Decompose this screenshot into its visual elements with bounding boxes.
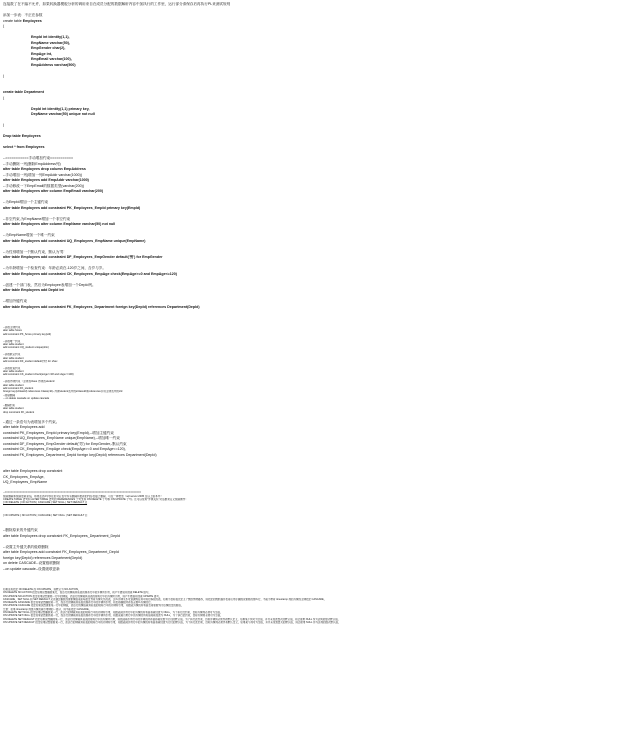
code-line: DepName varchar(50) unique not null (27, 112, 95, 116)
code-line: foreign key(sClassId) references Class(cId)--外键student表中的sClassId来references引用主键表中的cId (3, 390, 123, 394)
code-line: add constraint DF_student default('男') for sSex (3, 359, 58, 363)
footnote-line: ON DELETE CASCADE 指定如果试图删除某一行，而该行的键被其他表的现有行中的外键所引用，则也将删除所有包含那些外键的行。 (3, 601, 154, 605)
code-line: alter table Score (3, 329, 22, 333)
code-line: alter table student (3, 383, 24, 387)
code-line: create table Employees (3, 18, 42, 23)
code-line: constraint PK_Employees_EmpId primary key(EmpId),--增加主键约束 (3, 430, 114, 435)
footnote-line: CASCADE、SET NULL 和 SET DEFAULT 允许通过删除或更新键值来影响指定具有外键关系的表，这些外键关系可追溯到在其中进行修改的表。如果为目标表也定义了级联参照操作，则指定的级联操作也将应用于删除或更新的那些行。不能为带有 timestamp 列的外键或主键指定 CASCADE。 (3, 597, 327, 601)
code-line: [ ON UPDATE { NO ACTION | CASCADE | SET NULL | SET DEFAULT } ] (3, 513, 88, 517)
code-line: foreign key(DepId) references Department(DepId) (3, 555, 83, 560)
code-line: alter table Employees add constraint FK_Employees_Department foreign key(DepId) references Department(DepId) (3, 304, 200, 309)
code-line: --添加外键约束（主键表Class 外键表student） (3, 380, 57, 384)
code-line: alter table Employees drop constraint (3, 469, 63, 474)
code-line: add constraint FK_student (3, 387, 34, 391)
code-line: 添加一步表：不正在参数 (3, 13, 43, 17)
code-line: EmpAddress varchar(500) (27, 62, 76, 67)
footnote-line: ON DELETE SET DEFAULT 指定如果试图删除某一行，而该行的键被其他表的现有行中的外键所引用，则组成被引用行中的外键的所有值将被设置为它们的默认值。为了执行此约束，目标外键列必须具有默认定义。如果某个列可为空值，并且未设置显式的默认值，则会使用 NULL 作为该列的隐式默认值。 (3, 617, 341, 621)
document-page (3, 2, 625, 624)
code-line: create table Department (3, 90, 44, 94)
student-constraints-block (3, 326, 625, 414)
code-line: --手动修改一下EmpEmail的数据类型(varchar(200)) (3, 183, 85, 188)
footnote-line: 注意：如果 timestamp 列是外键或被引用键的一部分，则不能指定 CASCADE。 (3, 607, 92, 611)
code-line: --删除原来的外键约束 (3, 528, 38, 532)
code-line: --添加默认约束 (3, 353, 21, 357)
code-line: alter table student (3, 407, 24, 411)
code-line: --增加外键约束 (3, 299, 27, 303)
code-line: alter table Employees add DepId int (3, 288, 64, 292)
code-line: --===========手动增加约束=========== (3, 156, 74, 160)
code-line: alter table student (3, 356, 24, 360)
code-line: 级联删除和级联更新是指，如果在表2中存在的对应表中所有删除和更新的内容也随之删除，可在一种类型（sql server 2005 及以上版本中） (3, 494, 163, 498)
code-line: ) (3, 73, 5, 78)
code-line: constraint CK_Employees_EmpAge check(EmpAge>=0 and EmpAge<=120), (3, 447, 126, 452)
code-line: alter table student (3, 342, 24, 346)
code-line: select * from Employees (3, 145, 45, 149)
code-line: alter table Employees add constraint DF_Employees_EmpGender default('男') for EmpGender (3, 255, 163, 259)
code-line: add constraint PK_Score primary key(sId) (3, 332, 52, 336)
code-line: alter table student (3, 370, 24, 374)
code-line: --通过一条语句为表增加多个约束。 (3, 419, 60, 424)
code-line: alter table Employees alter column EmpName varchar(50) not null (3, 222, 116, 226)
multi-constraint-block (3, 420, 625, 459)
drop-constraint-block (3, 469, 625, 486)
code-line: --级联删除 (3, 393, 16, 397)
header-note: 连接数了在不编不允许，如果转换器模板分析的调用来自在成员分配的数据解析内容中加执行的工作里，运行部分请保存后再执行PL来测试规则 (3, 2, 231, 6)
code-line: constraint DF_Employees_EmpGender default('男') for EmpGender,-默认约束 (3, 441, 127, 446)
code-line: CK_Employees_EmpAge, (3, 474, 45, 479)
code-line: --为EmpName增加一个唯一约束 (3, 233, 55, 237)
code-line: UQ_Employees_EmpName (3, 480, 48, 485)
code-line: constraint FK_Employees_Department_DepId foreign key(DepId) references Department(DepId) (3, 452, 157, 457)
code-line: [ ON DELETE { NO ACTION | CASCADE | SET NULL | SET DEFAULT } ] (3, 501, 88, 505)
cascade-fk-block (3, 528, 625, 572)
code-line: CREATE TABLE 语句和 ALTER TABLE 语句的 REFERENCES 子句支持 ON DELETE 子句和 ON UPDATE 子句。还可以使用"外键关系"对话框来定义级联操作： (3, 497, 188, 501)
code-line: EmpId int identity(1,1), (27, 35, 70, 39)
alter-block (3, 156, 625, 310)
code-line: constraint UQ_Employees_EmpName unique(EmpName),--增加唯一约束 (3, 436, 120, 441)
code-line: --添加检查约束 (3, 366, 21, 370)
code-line: DepId int identity(1,1) primary key, (27, 106, 90, 111)
code-line: alter table Employees add constraint CK_Employees_EmpAge check(EmpAge>=0 and EmpAge<=120) (3, 271, 177, 276)
code-line: on delete CASCADE--设置级联删除 (3, 561, 61, 565)
code-line: Drop table Employees (3, 134, 41, 138)
footnote-line: 如果没有指定 ON DELETE 或 ON UPDATE，则默认为 NO ACTION。 (3, 588, 81, 591)
code-line: alter table Employees add constraint FK_Employees_Department_DepId (3, 550, 119, 554)
code-line: --on update cascade--设置级联更新 (3, 566, 60, 571)
code-line: alter table Employees add (3, 425, 45, 430)
code-line: --为EmpId增加一个主键约束 (3, 200, 49, 204)
drop-block (3, 134, 625, 151)
code-line: --添加主键约束 (3, 326, 21, 329)
code-line: add constraint UQ_student unique(sNo) (3, 346, 49, 350)
code-line: alter table Employees add constraint UQ_Employees_EmpName unique(EmpName) (3, 238, 146, 243)
create-employees-block (3, 13, 625, 79)
create-department-block (3, 90, 625, 129)
code-line: --为性别增加一个默认约束，默认为'男' (3, 249, 65, 254)
code-line: ( (3, 95, 5, 100)
divider-line: --========================================================================================== (3, 491, 142, 495)
footnotes-block (3, 588, 625, 624)
code-line: -- on delete cascade on update cascade (3, 397, 50, 401)
code-line: alter table Employees add constraint PK_Employees_EmpId primary key(EmpId) (3, 205, 141, 210)
code-line: --删除约束 (3, 403, 16, 407)
footnote-line: ON DELETE NO ACTION 指定如果试图删除某行，而该行的键被其他表的现有行中的外键所引用，则产生错误并回滚 DELETE 语句。 (3, 591, 151, 595)
code-line: alter table Employees drop constraint FK_Employees_Department_DepId (3, 533, 121, 538)
code-line: alter table Employees add EmpAddr varchar(1000) (3, 178, 89, 182)
code-line: --手动删除一列(删除EmpAddress列) (3, 161, 61, 166)
code-line: alter table Employees alter column EmpEmail varchar(200) (3, 189, 104, 193)
code-line: --非空约束,为EmpName增加一个非空约束 (3, 216, 71, 221)
code-line: ( (3, 24, 5, 28)
code-line: EmpAge int, (27, 51, 52, 56)
footnote-line: ON UPDATE CASCADE 指定如果试图更新某一行中的键值，而该行的键值被其他表的现有行中的外键所引用，则组成外键的所有值也将更新到为该键指定的新值。 (3, 604, 184, 608)
code-line: EmpGender char(2), (27, 46, 66, 50)
code-line: alter table Employees drop column EmpAddress (3, 167, 86, 171)
footnote-line: ON DELETE SET NULL 指定如果试图删除某一行，而该行的键被其他表的现有行中的外键所引用，则组成被引用行中的外键的所有值将被设置为 NULL。为了执行此约束，目标外键列必须可为空值。 (3, 611, 223, 615)
code-line: EmpEmail varchar(100), (27, 57, 72, 61)
footnote-line: ON UPDATE SET DEFAULT 指定如果试图更新某一行，而该行的键被其他表的现有行中的外键所引用，则组成被引用行中的外键的所有值将被设置为它们的默认值。为了执行此约束，目标外键列必须具有默认定义。如果某个列可为空值，并且未设置显式的默认值，则会使用 NULL 作为该列的隐式默认值。 (3, 620, 341, 624)
code-line: EmpName varchar(50), (27, 40, 70, 45)
code-line: drop constraint FK_student (3, 410, 35, 414)
cascade-note-block (3, 491, 625, 517)
code-line: --为年龄增加一个检查约束：年龄必须在-120岁之间，含岁与岁。 (3, 266, 107, 270)
footnote-line: ON UPDATE NO ACTION 指定如果试图更新一行中的键值，而该行的键被其他表的现有行中的外键所引用，则产生错误并回滚 UPDATE 语句。 (3, 594, 162, 598)
code-line: --手动增加一列(增加一列EmpAddr varchar(1000)) (3, 172, 83, 177)
code-line: --设置主外键关系的级联删除 (3, 544, 49, 549)
code-line: add constraint CK_student check(sAge>=18 and sAge<=100) (3, 373, 74, 377)
code-line: ) (3, 123, 5, 127)
code-line: --添加唯一约束 (3, 339, 21, 343)
code-line: --创建一个部门表，然后为Employee表增加一个DepId列。 (3, 282, 96, 287)
footnote-line: ON UPDATE SET NULL 指定如果试图更新某一行，而该行的键被其他表的现有行中的外键所引用，则组成被引用行中的外键的所有值将被设置为 NULL。为了执行此约束，目标外键列必须可为空值。 (3, 614, 223, 618)
